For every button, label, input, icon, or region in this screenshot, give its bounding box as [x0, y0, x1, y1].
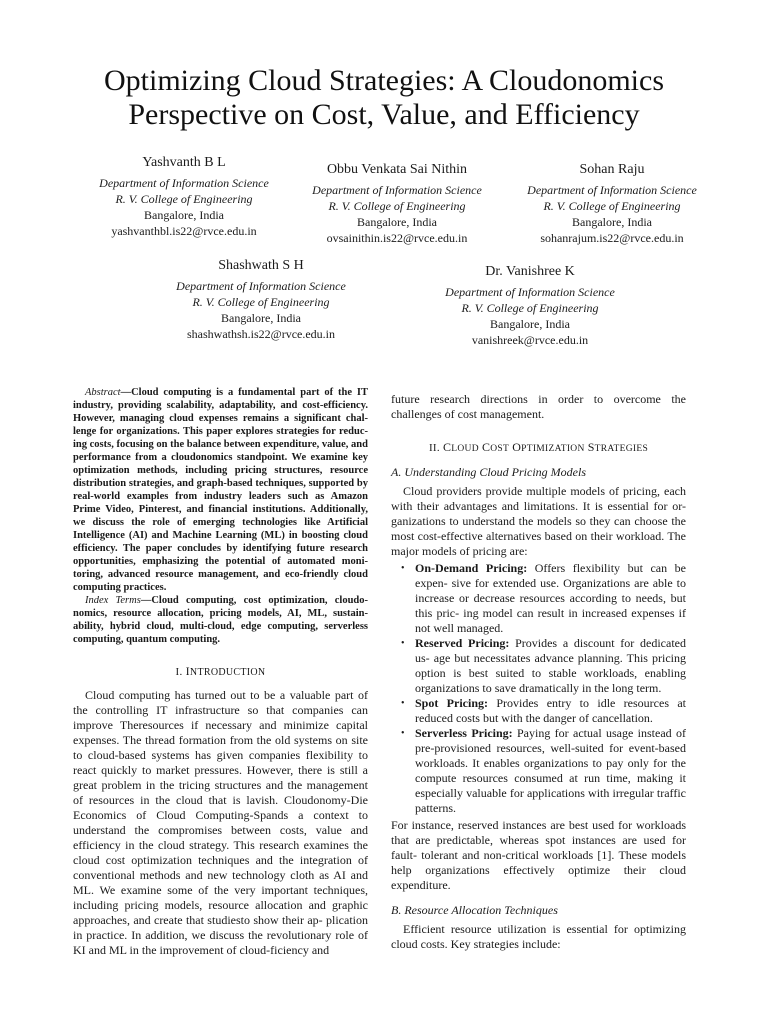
subsection-heading-pricing-models: A. Understanding Cloud Pricing Models [391, 465, 586, 479]
abstract-lead: Abstract [85, 387, 121, 398]
index-terms-text: Cloud computing, cost optimization, cloudo- nomics, resource allocation, pricing models, AI, ML, sustain- ability, hybrid cloud, multi-cloud, edge computing, serverless computing, quantum computing. [73, 595, 368, 645]
author-college: R. V. College of Engineering [192, 295, 330, 309]
author-city: Bangalore, India [490, 317, 570, 331]
author-department: Department of Information Science [99, 176, 269, 190]
pricing-models-list [391, 561, 686, 816]
author-block-3 [497, 161, 727, 246]
author-college: R. V. College of Engineering [461, 301, 599, 315]
resource-allocation-paragraph: Efficient resource utilization is essential for optimizing cloud costs. Key strategies include: [391, 922, 686, 951]
author-department: Department of Information Science [312, 183, 482, 197]
abstract: Abstract—Cloud computing is a fundamental part of the IT industry, providing scalability, adaptability, and cost-efficiency. However, managing cloud expenses remains a significant chal- lenge for organizations. This paper explores strategies for reduc- ing costs, focusing on the balance between expenditure, value, and performance from a cloudonomics standpoint. We examine key optimization methods, including pricing structures, resource distribution strategies, and graph-based techniques, supported by real-world examples from industry leaders such as Amazon Prime Video, Pinterest, and financial institutions. Additionally, we discuss the role of emerging technologies like Artificial Intelligence (AI) and Machine Learning (ML) in boosting cloud efficiency. The paper concludes by identifying future research opportunities, emphasizing the potential of automated moni- toring, advanced resource management, and eco-friendly cloud computing practices. [73, 387, 368, 593]
section-heading-cloud-cost: II. CLOUD COST OPTIMIZATION STRATEGIES [428, 440, 649, 454]
author-department: Department of Information Science [176, 279, 346, 293]
author-department: Department of Information Science [445, 285, 615, 299]
author-block-1 [69, 154, 299, 239]
author-name: Yashvanth B L [142, 155, 226, 170]
introduction-paragraph: Cloud computing has turned out to be a valuable part of the controlling IT infrastructure so that companies can improve Theresources if necessary and minimize capital expenses. The thread formation from the old systems on site to cloud-based systems has given companies flexibility to react quickly to market pressures. However, there is still a great problem in the tricing structures and the management of resources in the cloud that is lavish. Cloudonomy-Die Economics of Cloud Computing-Spands a context to understand the compromises between costs, value and efficiency in the cloud strategy. This research examines the cloud cost optimization techniques and the integration of conventional methods and new technology cloth as AI and ML. We examine some of the very important techniques, including pricing models, resource allocation and graphic approaches, and create that studiesto show their ap- plication in practice. In addition, we discuss the revolutionary role of KI and ML in the improvement of cloud-ficiency and [73, 688, 368, 957]
index-terms: Index Terms—Cloud computing, cost optimization, cloudo- nomics, resource allocation, pricing models, AI, ML, sustain- ability, hybrid cloud, multi-cloud, edge computing, serverless computing, quantum computing. [73, 595, 368, 645]
list-item: • Reserved Pricing: Provides a discount for dedicated us- age but necessitates advance planning. This pricing option is best suited to stable workloads, enabling organizations to save dramatically in the long term. [401, 636, 686, 695]
subsection-heading-resource-allocation: B. Resource Allocation Techniques [391, 903, 558, 917]
bullet-icon: • [401, 728, 405, 739]
title-line-2: Perspective on Cost, Value, and Efficiency [128, 98, 640, 131]
author-block-2 [282, 161, 512, 246]
left-column [73, 386, 368, 958]
index-terms-lead: Index Terms [85, 595, 141, 606]
title-line-1: Optimizing Cloud Strategies: A Cloudonomics [104, 64, 664, 97]
author-block-5 [415, 263, 645, 348]
author-name: Sohan Raju [579, 162, 645, 177]
author-name: Shashwath S H [218, 258, 304, 273]
right-column [391, 392, 686, 952]
bullet-icon: • [401, 638, 405, 649]
list-item: • Serverless Pricing: Paying for actual usage instead of pre-provisioned resources, well-suited for event-based workloads. It enables organizations to pay only for the compute resources consumed at run time, making it especially valuable for applications with irregular traffic patterns. [401, 726, 686, 815]
author-name: Dr. Vanishree K [485, 264, 575, 279]
author-city: Bangalore, India [221, 311, 301, 325]
paper-title [40, 64, 728, 132]
author-college: R. V. College of Engineering [328, 199, 466, 213]
author-city: Bangalore, India [144, 208, 224, 222]
pricing-models-paragraph: Cloud providers provide multiple models of pricing, each with their advantages and limitations. It is essential for or- ganizations to understand the models so they can choose the most cost-effective alternatives based on their workload. The major models of pricing are: [391, 484, 686, 558]
author-email: ovsainithin.is22@rvce.edu.in [326, 231, 468, 245]
section-heading-introduction: I. INTRODUCTION [175, 664, 266, 678]
list-item: • Spot Pricing: Provides entry to idle resources at reduced costs but with the danger of cancellation. [401, 696, 686, 725]
list-item: • On-Demand Pricing: Offers flexibility but can be expen- sive for extended use. Organizations are able to increase or decrease resources according to needs, but this pric- ing model can result in increased expenses if not well managed. [401, 561, 686, 635]
author-email: yashvanthbl.is22@rvce.edu.in [111, 224, 257, 238]
author-college: R. V. College of Engineering [115, 192, 253, 206]
author-city: Bangalore, India [357, 215, 437, 229]
bullet-icon: • [401, 563, 405, 574]
pricing-summary-paragraph: For instance, reserved instances are best used for workloads that are predictable, whereas spot instances are used for fault- tolerant and non-critical workloads [1]. These models help organizations effectively optimize their cloud expenditure. [391, 818, 686, 892]
author-college: R. V. College of Engineering [543, 199, 681, 213]
author-city: Bangalore, India [572, 215, 652, 229]
bullet-icon: • [401, 698, 405, 709]
author-block-4 [146, 257, 376, 342]
abstract-text: Cloud computing is a fundamental part of the IT industry, providing scalability, adaptability, and cost-efficiency. However, managing cloud expenses remains a significant chal- lenge for organizations. This paper explores strategies for reduc- ing costs, focusing on the balance between expenditure, value, and performance from a cloudonomics standpoint. We examine key optimization methods, including pricing structures, resource distribution strategies, and graph-based techniques, supported by real-world examples from industry leaders such as Amazon Prime Video, Pinterest, and financial institutions. Additionally, we discuss the role of emerging technologies like Artificial Intelligence (AI) and Machine Learning (ML) in boosting cloud efficiency. The paper concludes by identifying future research opportunities, emphasizing the potential of automated moni- toring, advanced resource management, and eco-friendly cloud computing practices. [73, 387, 368, 593]
author-department: Department of Information Science [527, 183, 697, 197]
continuation-paragraph: future research directions in order to overcome the challenges of cost management. [391, 392, 686, 421]
author-email: sohanrajum.is22@rvce.edu.in [540, 231, 684, 245]
author-name: Obbu Venkata Sai Nithin [326, 162, 468, 177]
author-email: shashwathsh.is22@rvce.edu.in [186, 327, 336, 341]
author-email: vanishreek@rvce.edu.in [471, 333, 589, 347]
